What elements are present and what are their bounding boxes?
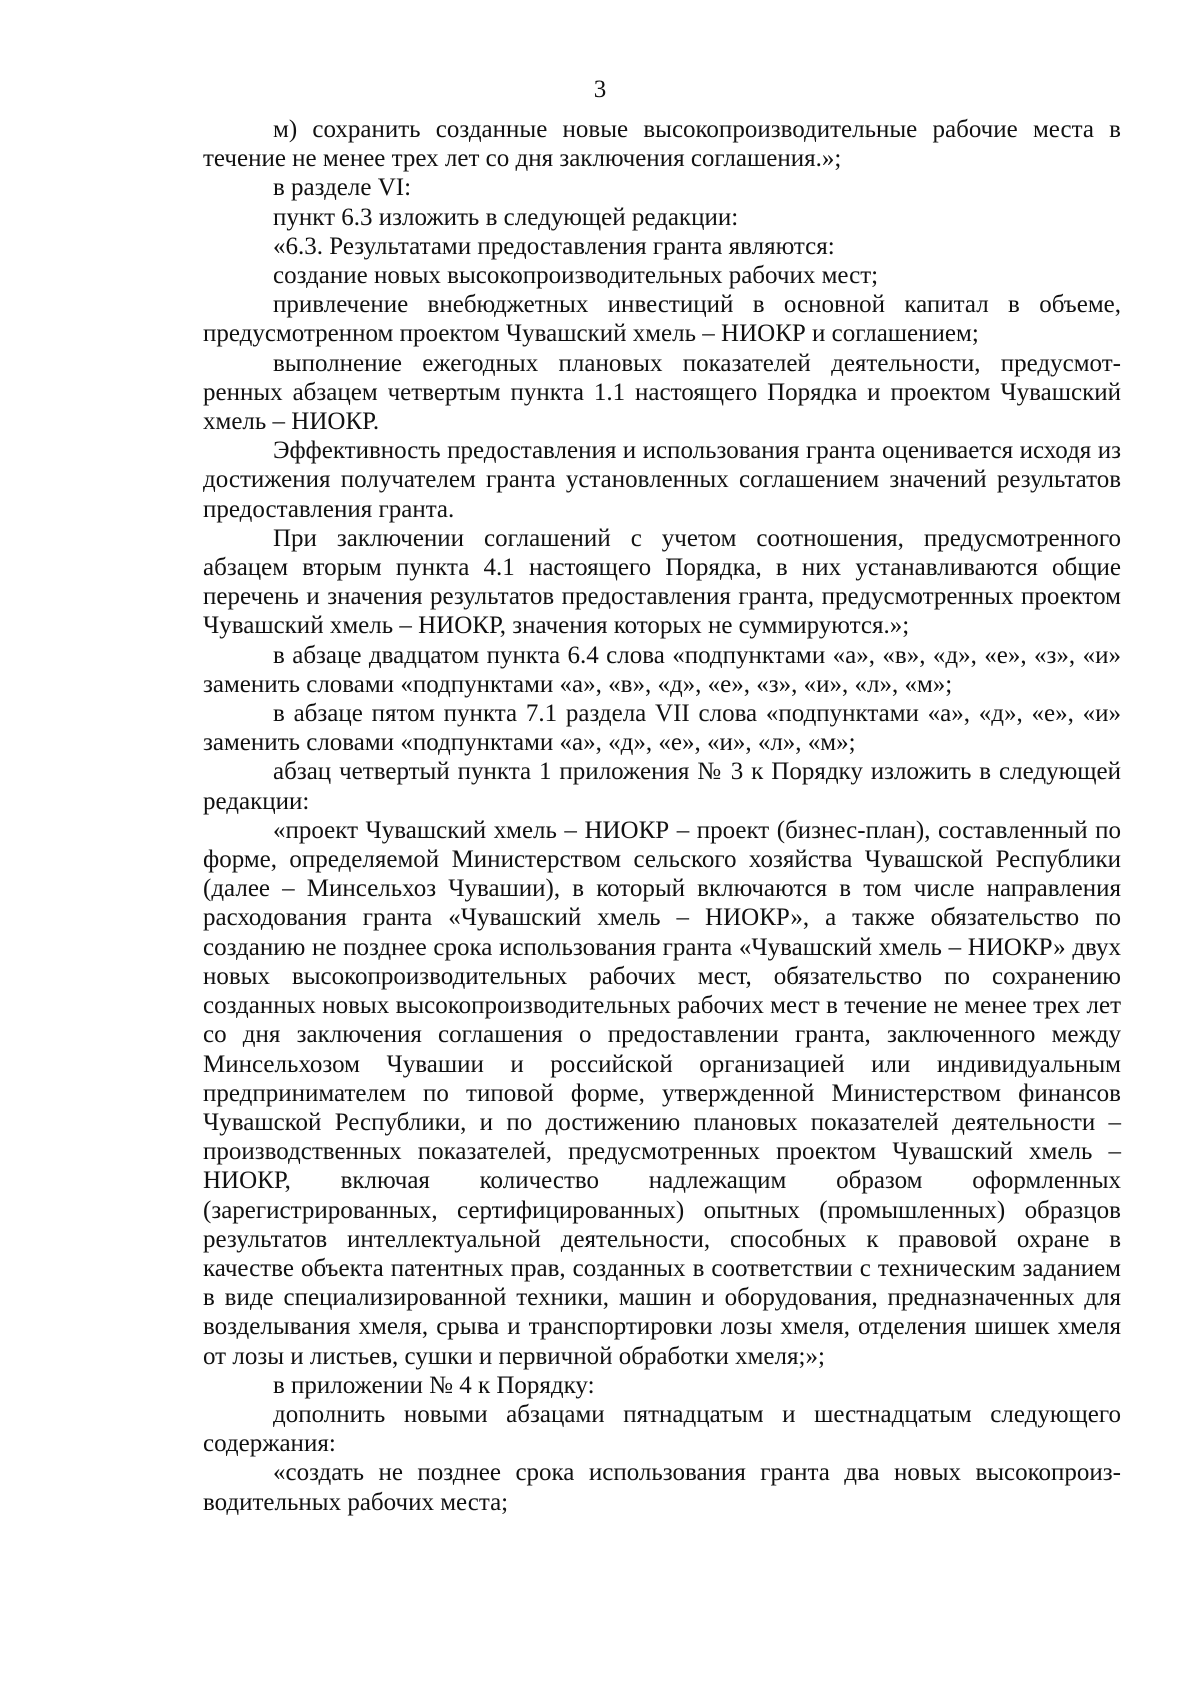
paragraph: пункт 6.3 изложить в следующей редакции: bbox=[273, 203, 739, 231]
paragraph: в приложении № 4 к Порядку: bbox=[273, 1371, 595, 1399]
paragraph: в абзаце пятом пункта 7.1 раздела VII слова «подпунктами «а», «д», «е», «и» заменить словами «подпунктами «а», «д», «е», «и», «л», «м»; bbox=[203, 700, 1121, 757]
paragraph: абзац четвертый пункта 1 приложения № 3 к Порядку изложить в следующей редакции: bbox=[203, 758, 1121, 815]
paragraph: «проект Чувашский хмель – НИОКР – проект (бизнес-план), составленный по форме, определяемой Министерством сельского хозяйства Чувашской Республики (далее – Минсельхоз Чувашии), в который включаются в том числе направления расходования гранта «Чувашский хмель – НИОКР», а также обязательство по созданию не позднее срока использования гранта «Чувашский хмель – НИОКР» двух новых высокопроизводительных рабочих мест, обязательство по сохранению созданных новых высокопроизводительных рабочих мест в течение не менее трех лет со дня заключения соглашения о предоставлении гранта, заключенного между Минсельхозом Чувашии и российской организацией или индивидуальным предпринимателем по типовой форме, утвержденной Министерством финансов Чувашской Республики, и по достижению плановых показателей деятельности – производственных показателей, предусмотренных проектом Чувашский хмель – НИОКР, включая количество надлежащим образом оформленных (зарегистрированных, сертифицированных) опытных (промышленных) образцов результатов интеллектуальной деятельности, способных к правовой охране в качестве объекта патентных прав, созданных в соответствии с техническим заданием в виде специализированной техники, машин и оборудования, предназначенных для возделывания хмеля, срыва и транспортировки лозы хмеля, отделения шишек хмеля от лозы и листьев, сушки и первичной обработки хмеля;»; bbox=[203, 816, 1121, 1370]
paragraph: создание новых высокопроизводительных рабочих мест; bbox=[273, 262, 879, 290]
paragraph: привлечение внебюджетных инвестиций в основной капитал в объеме, предусмотренном проектом Чувашский хмель – НИОКР и соглашением; bbox=[203, 291, 1121, 348]
paragraph: При заключении соглашений с учетом соотношения, предусмотренного абзацем вторым пункта 4.1 настоящего Порядка, в них устанавливаются общие перечень и значения результатов предоставления гранта, предусмотренных проектом Чувашский хмель – НИОКР, значения которых не суммируются.»; bbox=[203, 524, 1121, 640]
paragraph: «6.3. Результатами предоставления гранта являются: bbox=[273, 232, 835, 260]
paragraph: Эффективность предоставления и использования гранта оценивается исходя из достижения получателем гранта установленных соглашением значений результатов предоставления гранта. bbox=[203, 437, 1121, 523]
paragraph: м) сохранить созданные новые высокопроизводительные рабочие места в течение не менее трех лет со дня заключения соглашения.»; bbox=[203, 116, 1121, 173]
page-number: 3 bbox=[593, 76, 607, 103]
paragraph: выполнение ежегодных плановых показателей деятельности, предусмотренных абзацем четвертым пункта 1.1 настоящего Порядка и проектом Чувашский хмель – НИОКР. bbox=[203, 349, 1121, 436]
paragraph: дополнить новыми абзацами пятнадцатым и шестнадцатым следующего содержания: bbox=[203, 1400, 1121, 1458]
paragraph: «создать не позднее срока использования гранта два новых высокопроизводительных рабочих места; bbox=[203, 1459, 1121, 1516]
paragraph: в абзаце двадцатом пункта 6.4 слова «подпунктами «а», «в», «д», «е», «з», «и» заменить словами «подпунктами «а», «в», «д», «е», «з», «и», «л», «м»; bbox=[203, 641, 1121, 698]
document-body bbox=[203, 115, 1121, 1517]
paragraph: в разделе VI: bbox=[273, 174, 412, 202]
